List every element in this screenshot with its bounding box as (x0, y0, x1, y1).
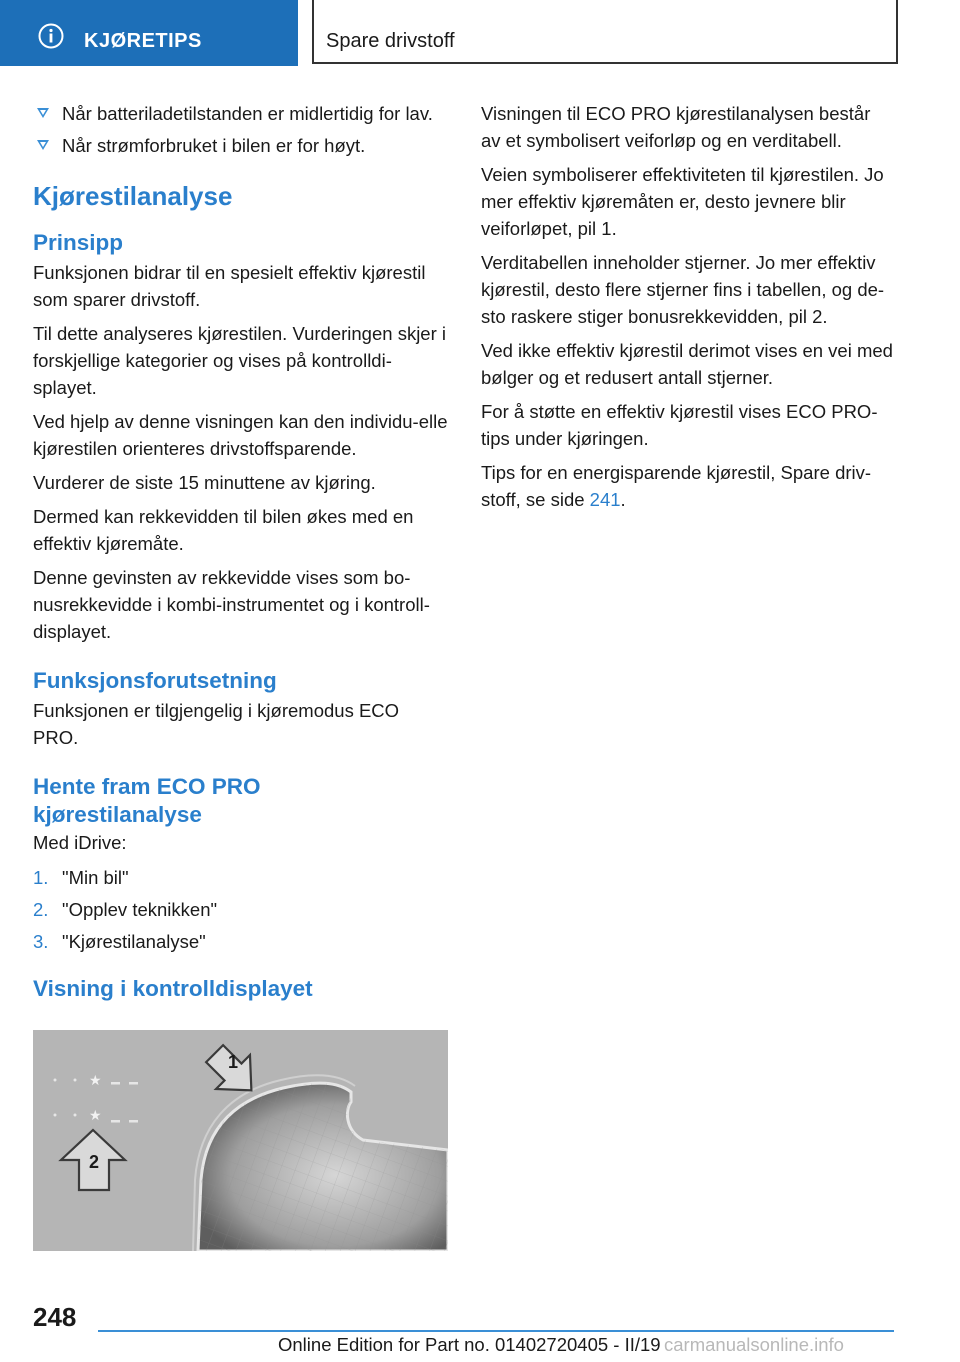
left-column (33, 100, 449, 1005)
list-item: 3. "Kjørestilanalyse" (33, 931, 206, 952)
right-column (481, 100, 895, 520)
eco-pro-figure (33, 1030, 448, 1251)
page-link[interactable]: 241 (589, 489, 621, 510)
svg-text:2: 2 (88, 1152, 100, 1172)
paragraph: Ved hjelp av denne visningen kan den individu-elle kjørestilen orienteres drivstoffsparende. (33, 411, 448, 459)
paragraph: Ved ikke effektiv kjørestil derimot vises en vei med bølger og et redusert antall stjerner. (481, 340, 893, 388)
header-section (312, 0, 898, 64)
footer-divider (98, 1330, 894, 1332)
star-icon: ★ (89, 1073, 102, 1089)
list-item: Når strømforbruket i bilen er for høyt. (33, 132, 449, 159)
subheading-prerequisite: Funksjonsforutsetning (33, 668, 277, 693)
eco-pro-illustration (33, 1030, 448, 1251)
page-number: 248 (33, 1302, 77, 1332)
paragraph: Tips for en energisparende kjørestil, Spare driv-stoff, se side 241. (481, 462, 872, 510)
footer-edition: Online Edition for Part no. 01402720405 - II/19 (278, 1334, 661, 1355)
triangle-bullet-icon (37, 108, 49, 118)
steps-list (33, 864, 449, 955)
paragraph: Veien symboliserer effektiviteten til kjørestilen. Jo mer effektiv kjøremåten er, desto jevnere blir veiforløpet, pil 1. (481, 164, 884, 239)
subheading-retrieve: Hente fram ECO PRO kjørestilanalyse (33, 774, 261, 827)
triangle-bullet-icon (37, 140, 49, 150)
subheading-principle: Prinsipp (33, 230, 124, 255)
paragraph: Dermed kan rekkevidden til bilen økes med en effektiv kjøremåte. (33, 506, 414, 554)
paragraph: Til dette analyseres kjørestilen. Vurderingen skjer i forskjellige kategorier og vises på kontrolldi-splayet. (33, 323, 446, 398)
paragraph: Funksjonen bidrar til en spesielt effektiv kjørestil som sparer drivstoff. (33, 262, 426, 310)
star-icon: ★ (89, 1108, 102, 1124)
list-item: Når batteriladetilstanden er midlertidig for lav. (33, 100, 449, 127)
paragraph: Vurderer de siste 15 minuttene av kjøring. (33, 472, 376, 493)
header-tab-label: KJØRETIPS (84, 30, 202, 52)
subheading-display: Visning i kontrolldisplayet (33, 976, 313, 1001)
bullet-list (33, 100, 449, 159)
paragraph: Visningen til ECO PRO kjørestilanalysen består av et symbolisert veiforløp og en verditabell. (481, 103, 871, 151)
list-item: 2. "Opplev teknikken" (33, 899, 218, 920)
paragraph: Med iDrive: (33, 832, 127, 853)
watermark: carmanualsonline.info (664, 1334, 844, 1355)
header-tab (0, 0, 298, 66)
paragraph: Funksjonen er tilgjengelig i kjøremodus ECO PRO. (33, 700, 400, 748)
section-heading: Kjørestilanalyse (33, 181, 233, 211)
paragraph: For å støtte en effektiv kjørestil vises ECO PRO-tips under kjøringen. (481, 401, 878, 449)
svg-text:1: 1 (227, 1052, 239, 1072)
paragraph: Verditabellen inneholder stjerner. Jo mer effektiv kjørestil, desto flere stjerner fins i tabellen, og de-sto raskere stiger bonusrekkevidden, pil 2. (481, 252, 885, 327)
header-section-label: Spare drivstoff (326, 30, 455, 52)
list-item: 1. "Min bil" (33, 867, 129, 888)
paragraph: Denne gevinsten av rekkevidde vises som bo-nusrekkevidde i kombi-instrumentet og i kontroll-displayet. (33, 567, 430, 642)
info-icon (38, 23, 64, 49)
